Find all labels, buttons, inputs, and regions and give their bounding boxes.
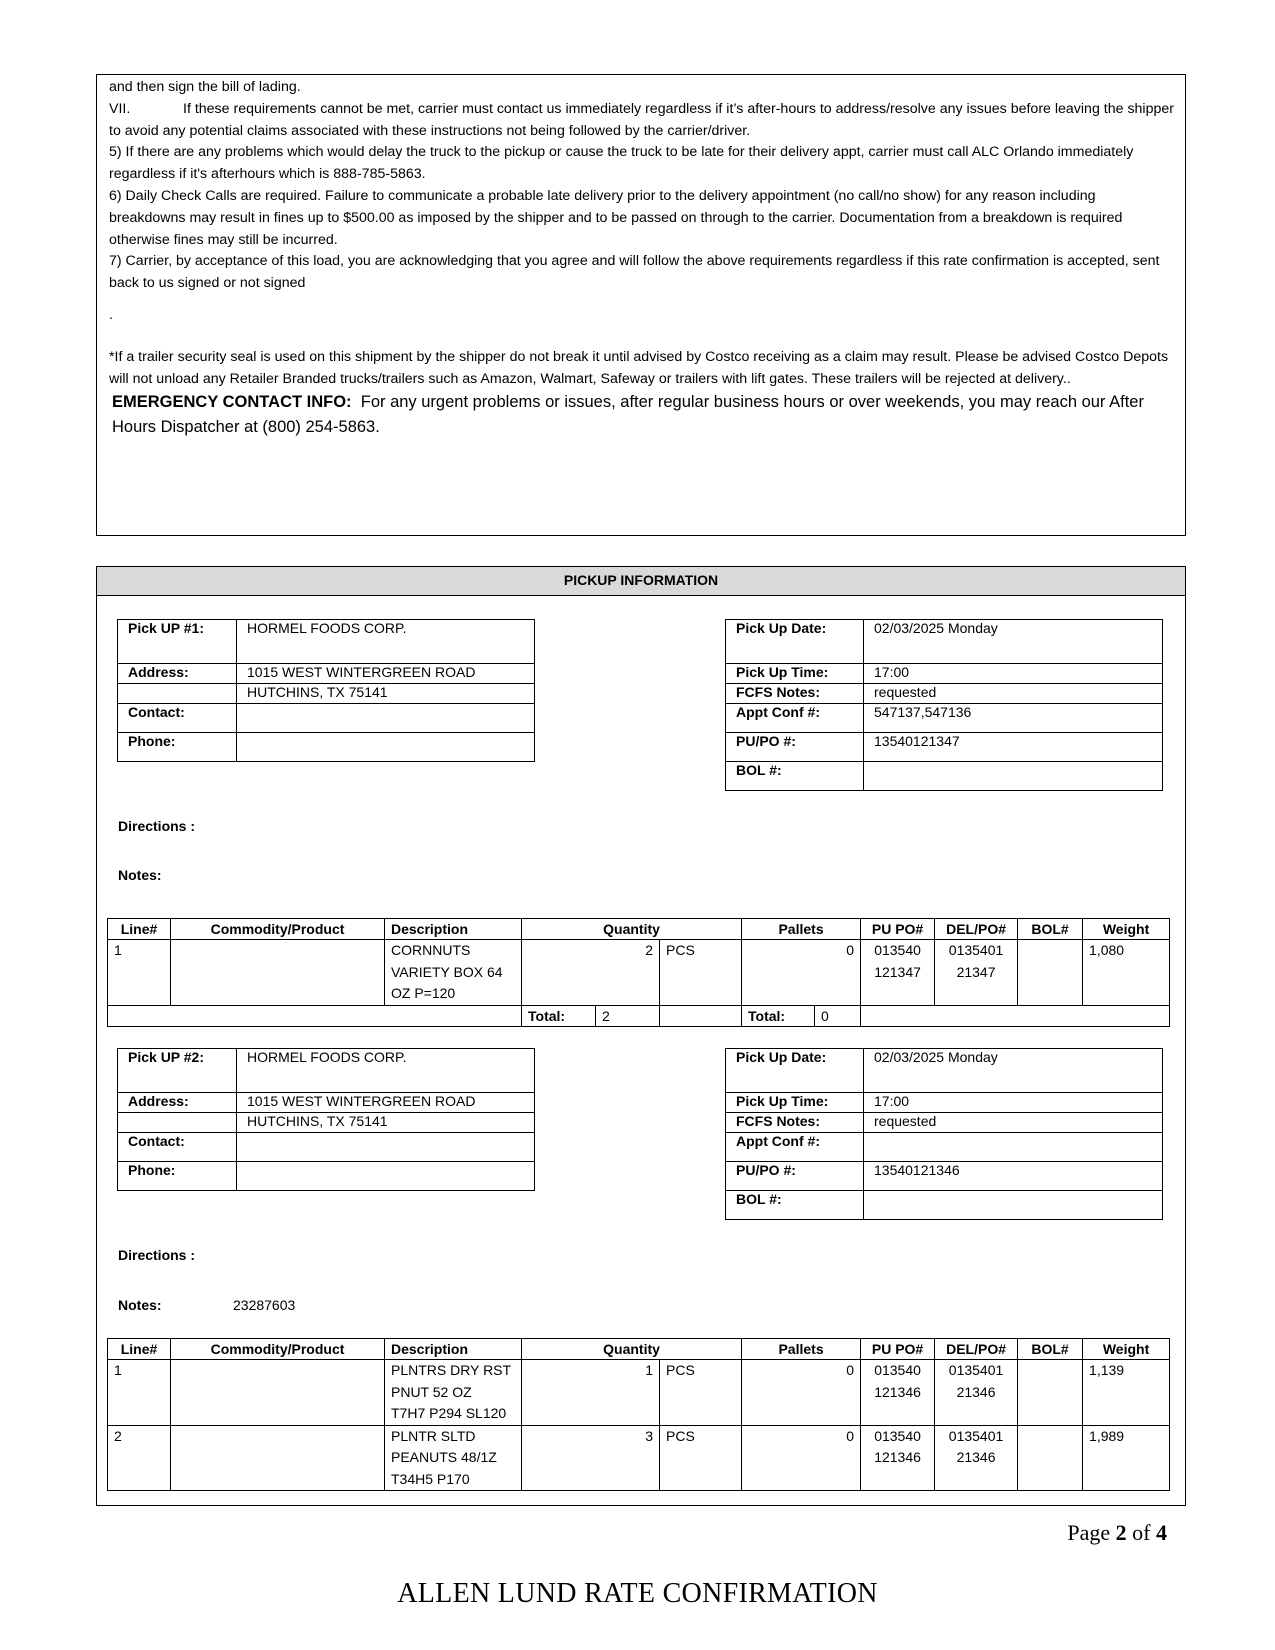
col-weight: Weight <box>1083 919 1170 940</box>
date-label: Pick Up Date: <box>726 1049 864 1093</box>
pickup-1-phone <box>237 733 535 762</box>
roman-numeral: VII. <box>109 100 131 117</box>
pickup-2-notes: 23287603 <box>233 1297 296 1313</box>
notes-label: Notes: <box>118 1297 162 1313</box>
table-row <box>108 1425 1170 1491</box>
weight: 1,080 <box>1083 940 1170 1006</box>
terms-item-5: 5) If there are any problems which would delay the truck to the pickup or cause the truck to be late for their delivery appt, carrier must call ALC Orlando immediately regardless if it's afterhours which is 888-785-5863. <box>109 144 1134 183</box>
pickup-2-appt <box>864 1133 1163 1162</box>
commodity <box>171 1425 385 1491</box>
time-label: Pick Up Time: <box>726 664 864 684</box>
pickup-1-address2: HUTCHINS, TX 75141 <box>237 684 535 704</box>
pu-po: 013540 121347 <box>861 940 935 1006</box>
col-line: Line# <box>108 1339 171 1360</box>
col-pallets: Pallets <box>742 1339 861 1360</box>
totals-row <box>108 1005 1170 1026</box>
terms-line: and then sign the bill of lading. <box>109 79 301 95</box>
phone-label: Phone: <box>118 1162 237 1191</box>
quantity-unit: PCS <box>660 1425 742 1491</box>
pickup-1-bol <box>864 762 1163 791</box>
pallets-total-label: Total: <box>742 1005 815 1026</box>
col-quantity: Quantity <box>522 1339 742 1360</box>
pickup-1-appt: 547137,547136 <box>864 704 1163 733</box>
contact-label: Contact: <box>118 1133 237 1162</box>
emergency-label: EMERGENCY CONTACT INFO: <box>112 393 352 412</box>
line-number: 1 <box>108 1360 171 1426</box>
emergency-text: For any urgent problems or issues, after regular business hours or over weekends, you may reach our After Hours Dispatcher at (800) 254-5863. <box>112 393 1144 437</box>
pickup-1-location-table <box>117 619 535 762</box>
pickup-2-date: 02/03/2025 Monday <box>864 1049 1163 1093</box>
emergency-contact <box>109 390 1175 440</box>
weight: 1,989 <box>1083 1425 1170 1491</box>
pickup-1-fcfs: requested <box>864 684 1163 704</box>
del-po: 0135401 21346 <box>935 1425 1018 1491</box>
phone-label: Phone: <box>118 733 237 762</box>
col-description: Description <box>385 1339 522 1360</box>
time-label: Pick Up Time: <box>726 1093 864 1113</box>
col-quantity: Quantity <box>522 919 742 940</box>
pickup-2-contact <box>237 1133 535 1162</box>
quantity-unit: PCS <box>660 1360 742 1426</box>
del-po: 0135401 21347 <box>935 940 1018 1006</box>
weight: 1,139 <box>1083 1360 1170 1426</box>
directions-label: Directions : <box>118 1247 196 1263</box>
pickup-2-items-table <box>107 1338 1170 1491</box>
pickup-1-label: Pick UP #1: <box>118 620 237 664</box>
quantity-unit: PCS <box>660 940 742 1006</box>
contact-label: Contact: <box>118 704 237 733</box>
pickup-2-schedule-table <box>725 1048 1163 1220</box>
pickup-1-date: 02/03/2025 Monday <box>864 620 1163 664</box>
col-commodity: Commodity/Product <box>171 1339 385 1360</box>
pupo-label: PU/PO #: <box>726 733 864 762</box>
terms-box <box>96 74 1186 536</box>
terms-item-vii-text: If these requirements cannot be met, carrier must contact us immediately regardless if it’s after-hours to address/resolve any issues before leaving the shipper to avoid any potential claims associated with these instructions not being followed by the carrier/driver. <box>109 100 1174 139</box>
description: PLNTRS DRY RST PNUT 52 OZ T7H7 P294 SL120 <box>385 1360 522 1426</box>
document-footer-title: ALLEN LUND RATE CONFIRMATION <box>397 1578 878 1609</box>
quantity: 2 <box>522 940 660 1006</box>
page-number: Page 2 of 4 <box>1067 1520 1167 1545</box>
col-delpo: DEL/PO# <box>935 919 1018 940</box>
bol <box>1018 1425 1083 1491</box>
appt-label: Appt Conf #: <box>726 1133 864 1162</box>
pickup-section-title: PICKUP INFORMATION <box>96 566 1186 596</box>
pallets-total: 0 <box>815 1005 861 1026</box>
col-bol: BOL# <box>1018 1339 1083 1360</box>
pickup-2-pupo: 13540121346 <box>864 1162 1163 1191</box>
table-row <box>108 940 1170 1006</box>
commodity <box>171 1360 385 1426</box>
address-label: Address: <box>118 1093 237 1113</box>
pu-po: 013540 121346 <box>861 1425 935 1491</box>
pickup-1-items-table <box>107 918 1170 1027</box>
pickup-1-name: HORMEL FOODS CORP. <box>237 620 535 664</box>
terms-item-7: 7) Carrier, by acceptance of this load, you are acknowledging that you agree and will follow the above requirements regardless if this rate confirmation is accepted, sent back to us signed or not signed <box>109 253 1160 292</box>
pickup-2-address1: 1015 WEST WINTERGREEN ROAD <box>237 1093 535 1113</box>
bol-label: BOL #: <box>726 1191 864 1220</box>
directions-label: Directions : <box>118 818 196 834</box>
pupo-label: PU/PO #: <box>726 1162 864 1191</box>
notes-label: Notes: <box>118 867 162 883</box>
pickup-1-pupo: 13540121347 <box>864 733 1163 762</box>
quantity: 3 <box>522 1425 660 1491</box>
col-commodity: Commodity/Product <box>171 919 385 940</box>
seal-note: *If a trailer security seal is used on this shipment by the shipper do not break it until advised by Costco receiving as a claim may result. Please be advised Costco Depots will not unload any Retailer Branded trucks/trailers such as Amazon, Walmart, Safeway or trailers with lift gates. These trailers will be rejected at delivery.. <box>109 348 1169 387</box>
appt-label: Appt Conf #: <box>726 704 864 733</box>
col-description: Description <box>385 919 522 940</box>
qty-total-label: Total: <box>522 1005 596 1026</box>
line-number: 2 <box>108 1425 171 1491</box>
terms-item-vii <box>109 99 1175 143</box>
qty-total: 2 <box>596 1005 660 1026</box>
pallets: 0 <box>742 1360 861 1426</box>
bol <box>1018 1360 1083 1426</box>
pickup-1-schedule-table <box>725 619 1163 791</box>
pallets: 0 <box>742 940 861 1006</box>
col-line: Line# <box>108 919 171 940</box>
table-row <box>108 1360 1170 1426</box>
pickup-1-address1: 1015 WEST WINTERGREEN ROAD <box>237 664 535 684</box>
pickup-2-bol <box>864 1191 1163 1220</box>
line-number: 1 <box>108 940 171 1006</box>
pu-po: 013540 121346 <box>861 1360 935 1426</box>
pallets: 0 <box>742 1425 861 1491</box>
col-delpo: DEL/PO# <box>935 1339 1018 1360</box>
terms-dot: . <box>109 306 113 323</box>
pickup-2-location-table <box>117 1048 535 1191</box>
pickup-2-phone <box>237 1162 535 1191</box>
pickup-1-time: 17:00 <box>864 664 1163 684</box>
description: CORNNUTS VARIETY BOX 64 OZ P=120 <box>385 940 522 1006</box>
description: PLNTR SLTD PEANUTS 48/1Z T34H5 P170 <box>385 1425 522 1491</box>
fcfs-label: FCFS Notes: <box>726 684 864 704</box>
quantity: 1 <box>522 1360 660 1426</box>
del-po: 0135401 21346 <box>935 1360 1018 1426</box>
pickup-2-fcfs: requested <box>864 1113 1163 1133</box>
pickup-2-name: HORMEL FOODS CORP. <box>237 1049 535 1093</box>
col-pallets: Pallets <box>742 919 861 940</box>
col-weight: Weight <box>1083 1339 1170 1360</box>
col-pupo: PU PO# <box>861 919 935 940</box>
terms-item-6: 6) Daily Check Calls are required. Failure to communicate a probable late delivery prior to the delivery appointment (no call/no show) for any reason including breakdowns may result in fines up to $500.00 as imposed by the shipper and to be passed on through to the carrier. Documentation from a breakdown is required otherwise fines may still be incurred. <box>109 187 1123 248</box>
col-pupo: PU PO# <box>861 1339 935 1360</box>
pickup-1-contact <box>237 704 535 733</box>
pickup-2-time: 17:00 <box>864 1093 1163 1113</box>
pickup-2-label: Pick UP #2: <box>118 1049 237 1093</box>
fcfs-label: FCFS Notes: <box>726 1113 864 1133</box>
address-label: Address: <box>118 664 237 684</box>
commodity <box>171 940 385 1006</box>
bol <box>1018 940 1083 1006</box>
bol-label: BOL #: <box>726 762 864 791</box>
col-bol: BOL# <box>1018 919 1083 940</box>
pickup-2-address2: HUTCHINS, TX 75141 <box>237 1113 535 1133</box>
date-label: Pick Up Date: <box>726 620 864 664</box>
